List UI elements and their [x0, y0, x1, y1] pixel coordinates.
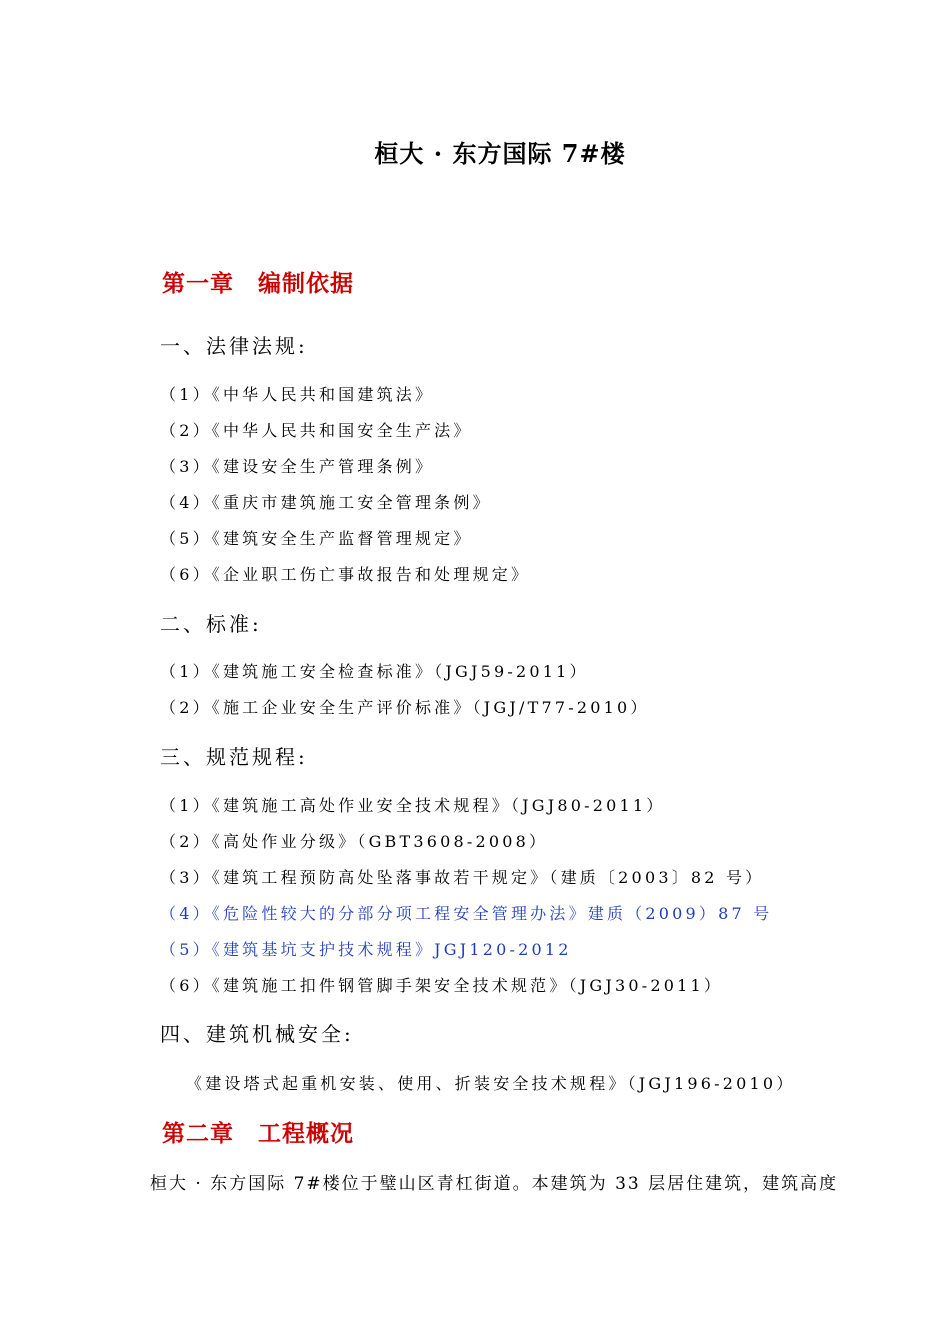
list-item-highlighted: （4）《危险性较大的分部分项工程安全管理办法》建质（2009）87 号: [160, 904, 773, 923]
section-laws-heading: 一、法律法规:: [160, 334, 308, 358]
list-item: （2）《施工企业安全生产评价标准》（JGJ/T77-2010）: [160, 698, 650, 717]
overview-paragraph: 桓大 · 东方国际 7#楼位于璧山区青杠街道。本建筑为 33 层居住建筑，建筑高度: [150, 1174, 839, 1194]
list-item: （2）《中华人民共和国安全生产法》: [160, 421, 473, 440]
list-item: （6）《企业职工伤亡事故报告和处理规定》: [160, 565, 531, 584]
list-item: （2）《高处作业分级》（GBT3608-2008）: [160, 832, 549, 851]
chapter-1-name: 编制依据: [258, 270, 354, 297]
document-title: 桓大 · 东方国际 7#楼: [374, 139, 626, 168]
list-item: （5）《建筑安全生产监督管理规定》: [160, 529, 473, 548]
list-item: （6）《建筑施工扣件钢管脚手架安全技术规范》（JGJ30-2011）: [160, 976, 724, 995]
list-item: （4）《重庆市建筑施工安全管理条例》: [160, 493, 492, 512]
list-item: （3）《建筑工程预防高处坠落事故若干规定》（建质〔2003〕82 号）: [160, 868, 765, 887]
list-item: （1）《建筑施工高处作业安全技术规程》（JGJ80-2011）: [160, 796, 666, 815]
section-standards-heading: 二、标准:: [160, 612, 262, 636]
list-item: （3）《建设安全生产管理条例》: [160, 457, 435, 476]
chapter-2-name: 工程概况: [258, 1120, 354, 1147]
chapter-1-heading: [162, 265, 354, 298]
list-item: 《建设塔式起重机安装、使用、折装安全技术规程》（JGJ196-2010）: [186, 1074, 796, 1093]
list-item: （1）《中华人民共和国建筑法》: [160, 385, 435, 404]
chapter-2-heading: [162, 1115, 354, 1148]
list-item-highlighted: （5）《建筑基坑支护技术规程》JGJ120-2012: [160, 940, 572, 959]
section-codes-heading: 三、规范规程:: [160, 745, 308, 769]
chapter-2-number: 第二章: [162, 1120, 234, 1147]
section-machinery-heading: 四、建筑机械安全:: [160, 1022, 354, 1046]
list-item: （1）《建筑施工安全检查标准》（JGJ59-2011）: [160, 662, 589, 681]
chapter-1-number: 第一章: [162, 270, 234, 297]
